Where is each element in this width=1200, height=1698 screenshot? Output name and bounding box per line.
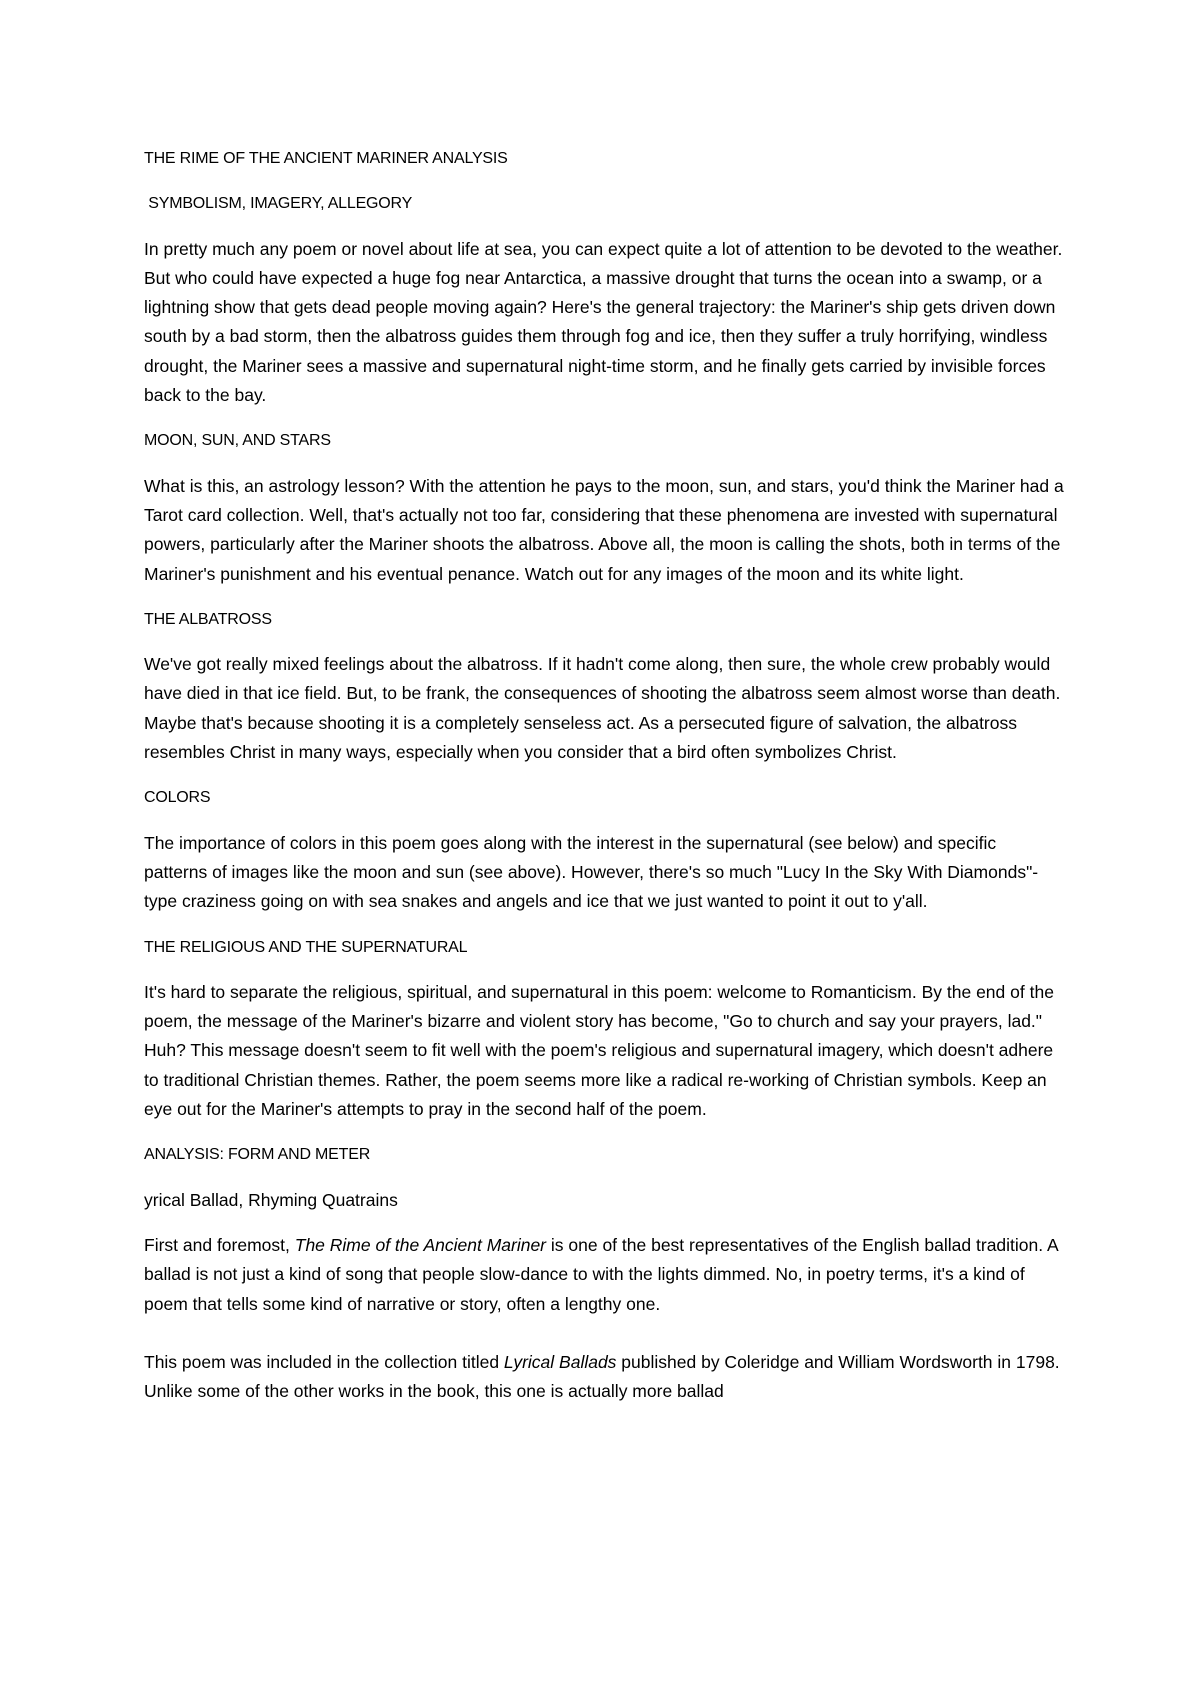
section-heading-colors: COLORS [144,789,211,807]
form-paragraph-lyrical-ballads [144,1348,1064,1407]
form-meter-subheading: yrical Ballad, Rhyming Quatrains [144,1189,398,1210]
section-body-colors: The importance of colors in this poem goes along with the interest in the supernatural (see below) and specific patterns of images like the moon and sun (see above). However, there's so much "Lucy In the Sky With Diamonds"-type craziness going on with sea snakes and angels and ice that we just wanted to point it out to y'all. [144,832,1039,912]
document-body [144,144,1064,1422]
form-meter-heading: ANALYSIS: FORM AND METER [144,1146,371,1164]
form-paragraph-ballad-tradition [144,1231,1064,1319]
section-heading-albatross: THE ALBATROSS [144,610,272,628]
document-title: THE RIME OF THE ANCIENT MARINER ANALYSIS [144,150,508,167]
text-run: This poem was included in the collection titled [144,1351,504,1372]
text-run: is one of the best representatives of the English ballad tradition. A ballad is not just a kind of song that people slow-dance to with the lights dimmed. No, in poetry terms, it's a kind of poem that tells some kind of narrative or story, often a lengthy one. [144,1234,1058,1314]
document-subtitle: SYMBOLISM, IMAGERY, ALLEGORY [144,195,413,213]
section-body-albatross: We've got really mixed feelings about the albatross. If it hadn't come along, then sure, the whole crew probably would have died in that ice field. But, to be frank, the consequences of shooting the albatross seem almost worse than death. Maybe that's because shooting it is a completely senseless act. As a persecuted figure of salvation, the albatross resembles Christ in many ways, especially when you consider that a bird often symbolizes Christ. [144,654,1061,763]
section-body-religious-supernatural: It's hard to separate the religious, spiritual, and supernatural in this poem: welcome to Romanticism. By the end of the poem, the message of the Mariner's bizarre and violent story has become, "Go to church and say your prayers, lad." Huh? This message doesn't seem to fit well with the poem's religious and supernatural imagery, which doesn't adhere to traditional Christian themes. Rather, the poem seems more like a radical re-working of Christian symbols. Keep an eye out for the Mariner's attempts to pray in the second half of the poem. [144,981,1054,1120]
poem-title-italic: The Rime of the Ancient Mariner [294,1234,547,1255]
text-run: published by Coleridge and William Wordsworth in 1798. Unlike some of the other works in the book, this one is actually more ballad [144,1351,1060,1402]
section-heading-moon-sun-stars: MOON, SUN, AND STARS [144,432,331,450]
intro-paragraph: In pretty much any poem or novel about life at sea, you can expect quite a lot of attention to be devoted to the weather. But who could have expected a huge fog near Antarctica, a massive drought that turns the ocean into a swamp, or a lightning show that gets dead people moving again? Here's the general trajectory: the Mariner's ship gets driven down south by a bad storm, then the albatross guides them through fog and ice, then they suffer a truly horrifying, windless drought, the Mariner sees a massive and supernatural night-time storm, and he finally gets carried by invisible forces back to the bay. [144,238,1063,406]
collection-title-italic: Lyrical Ballads [503,1351,617,1372]
section-body-moon-sun-stars: What is this, an astrology lesson? With the attention he pays to the moon, sun, and stars, you'd think the Mariner had a Tarot card collection. Well, that's actually not too far, considering that these phenomena are invested with supernatural powers, particularly after the Mariner shoots the albatross. Above all, the moon is calling the shots, both in terms of the Mariner's punishment and his eventual penance. Watch out for any images of the moon and its white light. [144,475,1064,584]
text-run: First and foremost, [144,1234,295,1255]
section-heading-religious-supernatural: THE RELIGIOUS AND THE SUPERNATURAL [144,938,468,956]
